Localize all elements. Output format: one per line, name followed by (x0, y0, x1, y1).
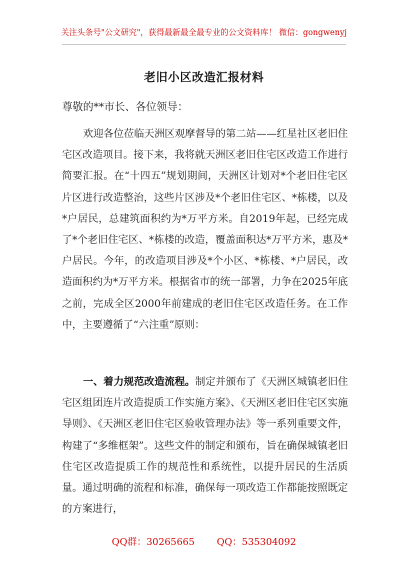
header-divider (62, 44, 346, 45)
footer-contact (0, 534, 408, 548)
header-banner: 关注头条号"公文研究"，获得最新最全最专业的公文资料库！ 微信：gongwenyj (61, 28, 347, 37)
section-one-text: 制定并颁布了《天洲区城镇老旧住宅区组团连片改造提质工作实施方案》、《天洲区老旧住宅区实施导则》、《天洲区老旧住宅区验收管理办法》等一系列重要文件，构建了“多维框架”。这些文件的制定和颁布，旨在确保城镇老旧住宅区改造提质工作的规范性和系统性，以提升居民的生活质量。通过明确的流程和标准，确保每一项改造工作都能按照既定的方案进行， (62, 377, 349, 516)
footer-qq-number: QQ：535304092 (216, 537, 297, 548)
salutation: 尊敬的**市长、各位领导： (62, 101, 188, 113)
footer-qq-group: QQ群：30265665 (111, 537, 195, 548)
paragraph-intro: 欢迎各位莅临天洲区观摩督导的第二站——红星社区老旧住宅区改造项目。接下来，我将就天洲区老旧住宅区改造工作进行简要汇报。在“十四五”规划期间，天洲区计划对*个老旧住宅区片区进行改造整治，这些片区涉及*个老旧住宅区、*栋楼，以及*户居民，总建筑面积约为*万平方米。自2019年起，已经完成了*个老旧住宅区、*栋楼的改造，覆盖面积达*万平方米，惠及*户居民。今年，的改造项目涉及*个小区、*栋楼、*户居民，改造面积约为*万平方米。根据省市的统一部署，力争在2025年底之前，完成全区2000年前建成的老旧住宅区改造任务。在工作中，主要遵循了“六注重”原则： (62, 129, 348, 331)
paragraph-section-one (62, 372, 348, 520)
section-one-heading: 一、着力规范改造流程。 (83, 376, 196, 388)
document-title: 老旧小区改造汇报材料 (144, 70, 264, 84)
